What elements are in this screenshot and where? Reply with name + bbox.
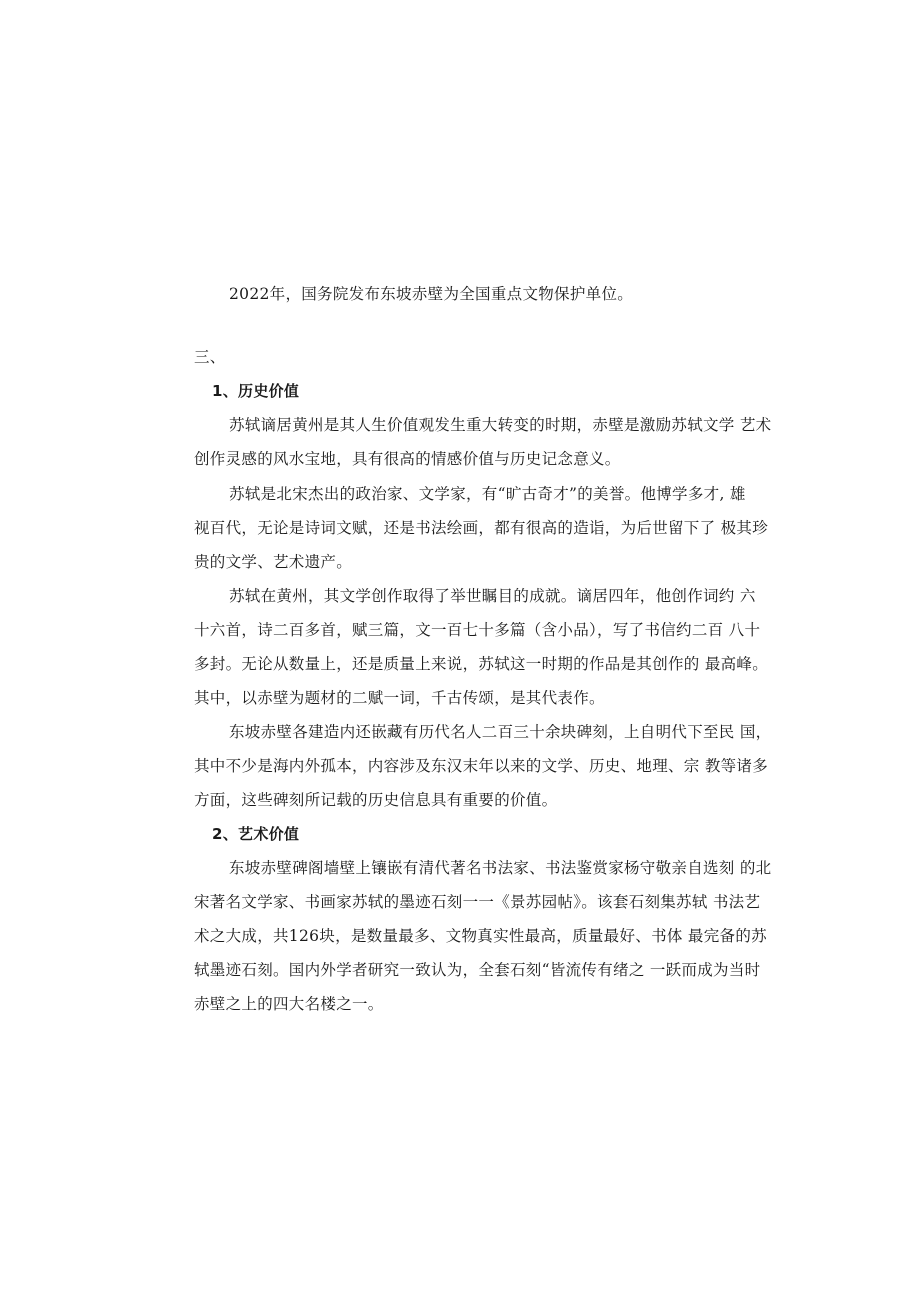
paragraph-line: 苏轼在黄州，其文学创作取得了举世瞩目的成就。谪居四年，他创作词约 六 (229, 587, 756, 605)
paragraph-line: 轼墨迹石刻。国内外学者研究一致认为，全套石刻“皆流传有绪之 一跃而成为当时 (194, 961, 761, 979)
paragraph-line: 视百代，无论是诗词文赋，还是书法绘画，都有很高的造诣，为后世留下了 极其珍 (194, 519, 769, 537)
section-heading-three: 三、 (194, 348, 226, 366)
intro-line: 2022年，国务院发布东坡赤壁为全国重点文物保护单位。 (229, 285, 634, 303)
paragraph-line: 宋著名文学家、书画家苏轼的墨迹石刻一一《景苏园帖》。该套石刻集苏轼 书法艺 (194, 893, 761, 911)
paragraph-line: 东坡赤壁各建造内还嵌藏有历代名人二百三十余块碑刻，上自明代下至民 国， (229, 723, 772, 741)
paragraph-line: 十六首，诗二百多首，赋三篇，文一百七十多篇（含小品），写了书信约二百 八十 (194, 621, 761, 639)
history-heading: 1、历史价值 (212, 382, 300, 400)
paragraph-line: 东坡赤壁碑阁墙壁上镶嵌有清代著名书法家、书法鉴赏家杨守敬亲自选刻 的北 (229, 859, 772, 877)
paragraph-line: 术之大成，共126块，是数量最多、文物真实性最高，质量最好、书体 最完备的苏 (194, 927, 767, 945)
paragraph-line: 多封。无论从数量上，还是质量上来说，苏轼这一时期的作品是其创作的 最高峰。 (194, 655, 769, 673)
art-heading: 2、艺术价值 (212, 825, 300, 843)
paragraph-line: 贵的文学、艺术遗产。 (194, 553, 353, 571)
paragraph-line: 苏轼谪居黄州是其人生价值观发生重大转变的时期，赤壁是激励苏轼文学 艺术 (229, 416, 772, 434)
paragraph-line: 苏轼是北宋杰出的政治家、文学家，有“旷古奇才”的美誉。他博学多才, 雄 (229, 485, 746, 503)
paragraph-line: 创作灵感的风水宝地，具有很高的情感价值与历史记念意义。 (194, 450, 621, 468)
paragraph-line: 其中，以赤壁为题材的二赋一词，千古传颂，是其代表作。 (194, 689, 605, 707)
paragraph-line: 赤壁之上的四大名楼之一。 (194, 995, 384, 1013)
paragraph-line: 方面，这些碑刻所记载的历史信息具有重要的价值。 (194, 791, 558, 809)
paragraph-line: 其中不少是海内外孤本，内容涉及东汉末年以来的文学、历史、地理、宗 教等诸多 (194, 757, 769, 775)
